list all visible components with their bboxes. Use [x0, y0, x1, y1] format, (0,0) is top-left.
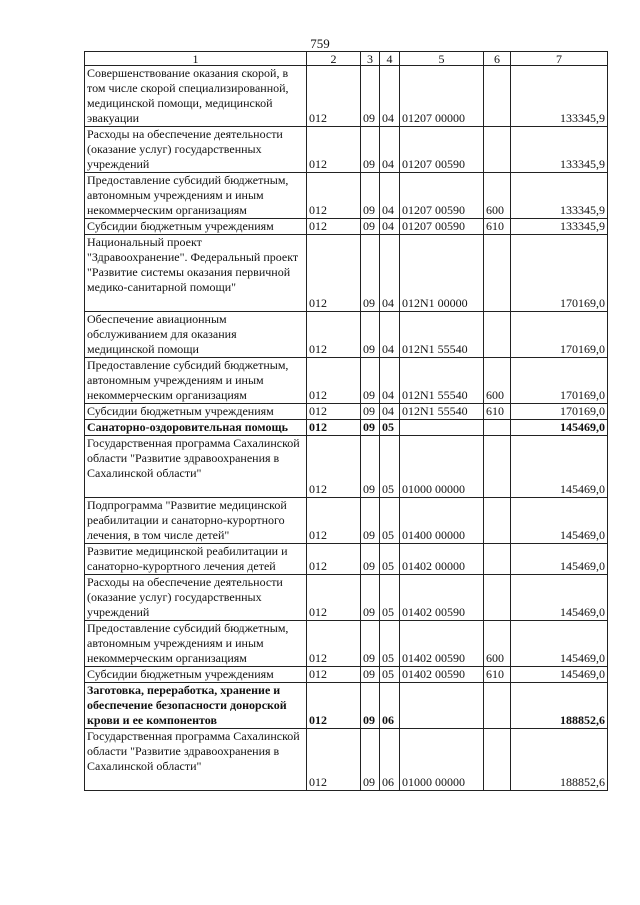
admin-code-cell: 012 [307, 127, 361, 173]
target-article-cell: 01000 00000 [400, 436, 484, 498]
amount-cell: 170169,0 [511, 312, 608, 358]
row-name-cell: Субсидии бюджетным учреждениям [85, 667, 307, 683]
amount-cell: 188852,6 [511, 683, 608, 729]
table-row [85, 173, 608, 219]
admin-code-cell: 012 [307, 436, 361, 498]
header-cell: 5 [400, 52, 484, 66]
expense-type-cell: 600 [484, 621, 511, 667]
section-cell: 09 [361, 575, 380, 621]
subsection-cell: 04 [380, 404, 400, 420]
admin-code-cell: 012 [307, 729, 361, 791]
section-cell: 09 [361, 729, 380, 791]
target-article-cell: 01402 00000 [400, 544, 484, 575]
section-cell: 09 [361, 667, 380, 683]
amount-cell: 170169,0 [511, 358, 608, 404]
expense-type-cell [484, 312, 511, 358]
budget-table [84, 51, 608, 791]
target-article-cell: 01207 00590 [400, 219, 484, 235]
admin-code-cell: 012 [307, 404, 361, 420]
admin-code-cell: 012 [307, 358, 361, 404]
row-name-cell: Расходы на обеспечение деятельности (оказание услуг) государственных учреждений [85, 127, 307, 173]
header-cell: 6 [484, 52, 511, 66]
amount-cell: 170169,0 [511, 235, 608, 312]
amount-cell: 145469,0 [511, 544, 608, 575]
expense-type-cell [484, 420, 511, 436]
target-article-cell: 01000 00000 [400, 729, 484, 791]
section-cell: 09 [361, 420, 380, 436]
admin-code-cell: 012 [307, 219, 361, 235]
header-cell: 7 [511, 52, 608, 66]
header-cell: 3 [361, 52, 380, 66]
expense-type-cell [484, 498, 511, 544]
row-name-cell: Государственная программа Сахалинской области "Развитие здравоохранения в Сахалинской области" [85, 729, 307, 791]
table-row [85, 358, 608, 404]
row-name-cell: Предоставление субсидий бюджетным, автономным учреждениям и иным некоммерческим организациям [85, 358, 307, 404]
subsection-cell: 06 [380, 683, 400, 729]
amount-cell: 133345,9 [511, 66, 608, 127]
expense-type-cell [484, 66, 511, 127]
target-article-cell: 012N1 55540 [400, 358, 484, 404]
admin-code-cell: 012 [307, 544, 361, 575]
expense-type-cell [484, 683, 511, 729]
amount-cell: 188852,6 [511, 729, 608, 791]
amount-cell: 145469,0 [511, 498, 608, 544]
table-row [85, 66, 608, 127]
section-cell: 09 [361, 683, 380, 729]
section-cell: 09 [361, 358, 380, 404]
target-article-cell: 01400 00000 [400, 498, 484, 544]
row-name-cell: Субсидии бюджетным учреждениям [85, 219, 307, 235]
amount-cell: 145469,0 [511, 575, 608, 621]
section-cell: 09 [361, 544, 380, 575]
target-article-cell: 012N1 00000 [400, 235, 484, 312]
table-row [85, 667, 608, 683]
row-name-cell: Предоставление субсидий бюджетным, автономным учреждениям и иным некоммерческим организациям [85, 173, 307, 219]
subsection-cell: 04 [380, 219, 400, 235]
section-cell: 09 [361, 404, 380, 420]
table-row [85, 621, 608, 667]
table-row [85, 312, 608, 358]
section-cell: 09 [361, 127, 380, 173]
amount-cell: 145469,0 [511, 436, 608, 498]
row-name-cell: Предоставление субсидий бюджетным, автономным учреждениям и иным некоммерческим организациям [85, 621, 307, 667]
table-row [85, 498, 608, 544]
table-row [85, 219, 608, 235]
admin-code-cell: 012 [307, 621, 361, 667]
admin-code-cell: 012 [307, 173, 361, 219]
admin-code-cell: 012 [307, 312, 361, 358]
target-article-cell: 01207 00590 [400, 127, 484, 173]
row-name-cell: Совершенствование оказания скорой, в том числе скорой специализированной, медицинской помощи, медицинской эвакуации [85, 66, 307, 127]
amount-cell: 145469,0 [511, 667, 608, 683]
amount-cell: 133345,9 [511, 173, 608, 219]
header-cell: 1 [85, 52, 307, 66]
target-article-cell: 01402 00590 [400, 667, 484, 683]
admin-code-cell: 012 [307, 667, 361, 683]
expense-type-cell: 610 [484, 404, 511, 420]
target-article-cell: 01207 00590 [400, 173, 484, 219]
expense-type-cell [484, 436, 511, 498]
expense-type-cell [484, 235, 511, 312]
table-row [85, 729, 608, 791]
admin-code-cell: 012 [307, 420, 361, 436]
amount-cell: 133345,9 [511, 219, 608, 235]
amount-cell: 170169,0 [511, 404, 608, 420]
amount-cell: 133345,9 [511, 127, 608, 173]
section-cell: 09 [361, 436, 380, 498]
admin-code-cell: 012 [307, 683, 361, 729]
admin-code-cell: 012 [307, 235, 361, 312]
target-article-cell [400, 683, 484, 729]
row-name-cell: Субсидии бюджетным учреждениям [85, 404, 307, 420]
subsection-cell: 04 [380, 127, 400, 173]
expense-type-cell [484, 544, 511, 575]
table-row [85, 683, 608, 729]
section-cell: 09 [361, 621, 380, 667]
row-name-cell: Заготовка, переработка, хранение и обеспечение безопасности донорской крови и ее компонентов [85, 683, 307, 729]
row-name-cell: Санаторно-оздоровительная помощь [85, 420, 307, 436]
header-cell: 4 [380, 52, 400, 66]
expense-type-cell: 610 [484, 219, 511, 235]
subsection-cell: 05 [380, 667, 400, 683]
expense-type-cell [484, 575, 511, 621]
target-article-cell: 01402 00590 [400, 575, 484, 621]
expense-type-cell: 610 [484, 667, 511, 683]
target-article-cell: 012N1 55540 [400, 404, 484, 420]
table-row [85, 235, 608, 312]
section-cell: 09 [361, 235, 380, 312]
section-cell: 09 [361, 173, 380, 219]
section-cell: 09 [361, 498, 380, 544]
row-name-cell: Обеспечение авиационным обслуживанием для оказания медицинской помощи [85, 312, 307, 358]
table-row [85, 420, 608, 436]
table-header-row [85, 52, 608, 66]
subsection-cell: 05 [380, 544, 400, 575]
page-number: 759 [310, 36, 330, 51]
subsection-cell: 04 [380, 358, 400, 404]
subsection-cell: 04 [380, 235, 400, 312]
target-article-cell: 01207 00000 [400, 66, 484, 127]
header-cell: 2 [307, 52, 361, 66]
table-row [85, 127, 608, 173]
subsection-cell: 05 [380, 621, 400, 667]
section-cell: 09 [361, 312, 380, 358]
subsection-cell: 05 [380, 498, 400, 544]
admin-code-cell: 012 [307, 66, 361, 127]
row-name-cell: Национальный проект "Здравоохранение". Федеральный проект "Развитие системы оказания первичной медико-санитарной помощи" [85, 235, 307, 312]
admin-code-cell: 012 [307, 498, 361, 544]
table-row [85, 575, 608, 621]
subsection-cell: 05 [380, 436, 400, 498]
table-row [85, 404, 608, 420]
target-article-cell [400, 420, 484, 436]
section-cell: 09 [361, 66, 380, 127]
table-row [85, 436, 608, 498]
target-article-cell: 01402 00590 [400, 621, 484, 667]
expense-type-cell [484, 729, 511, 791]
expense-type-cell: 600 [484, 173, 511, 219]
amount-cell: 145469,0 [511, 621, 608, 667]
expense-type-cell: 600 [484, 358, 511, 404]
subsection-cell: 04 [380, 66, 400, 127]
row-name-cell: Государственная программа Сахалинской области "Развитие здравоохранения в Сахалинской области" [85, 436, 307, 498]
expense-type-cell [484, 127, 511, 173]
subsection-cell: 04 [380, 312, 400, 358]
section-cell: 09 [361, 219, 380, 235]
subsection-cell: 04 [380, 173, 400, 219]
subsection-cell: 05 [380, 420, 400, 436]
row-name-cell: Развитие медицинской реабилитации и санаторно-курортного лечения детей [85, 544, 307, 575]
subsection-cell: 05 [380, 575, 400, 621]
row-name-cell: Подпрограмма "Развитие медицинской реабилитации и санаторно-курортного лечения, в том числе детей" [85, 498, 307, 544]
admin-code-cell: 012 [307, 575, 361, 621]
subsection-cell: 06 [380, 729, 400, 791]
target-article-cell: 012N1 55540 [400, 312, 484, 358]
table-row [85, 544, 608, 575]
amount-cell: 145469,0 [511, 420, 608, 436]
row-name-cell: Расходы на обеспечение деятельности (оказание услуг) государственных учреждений [85, 575, 307, 621]
